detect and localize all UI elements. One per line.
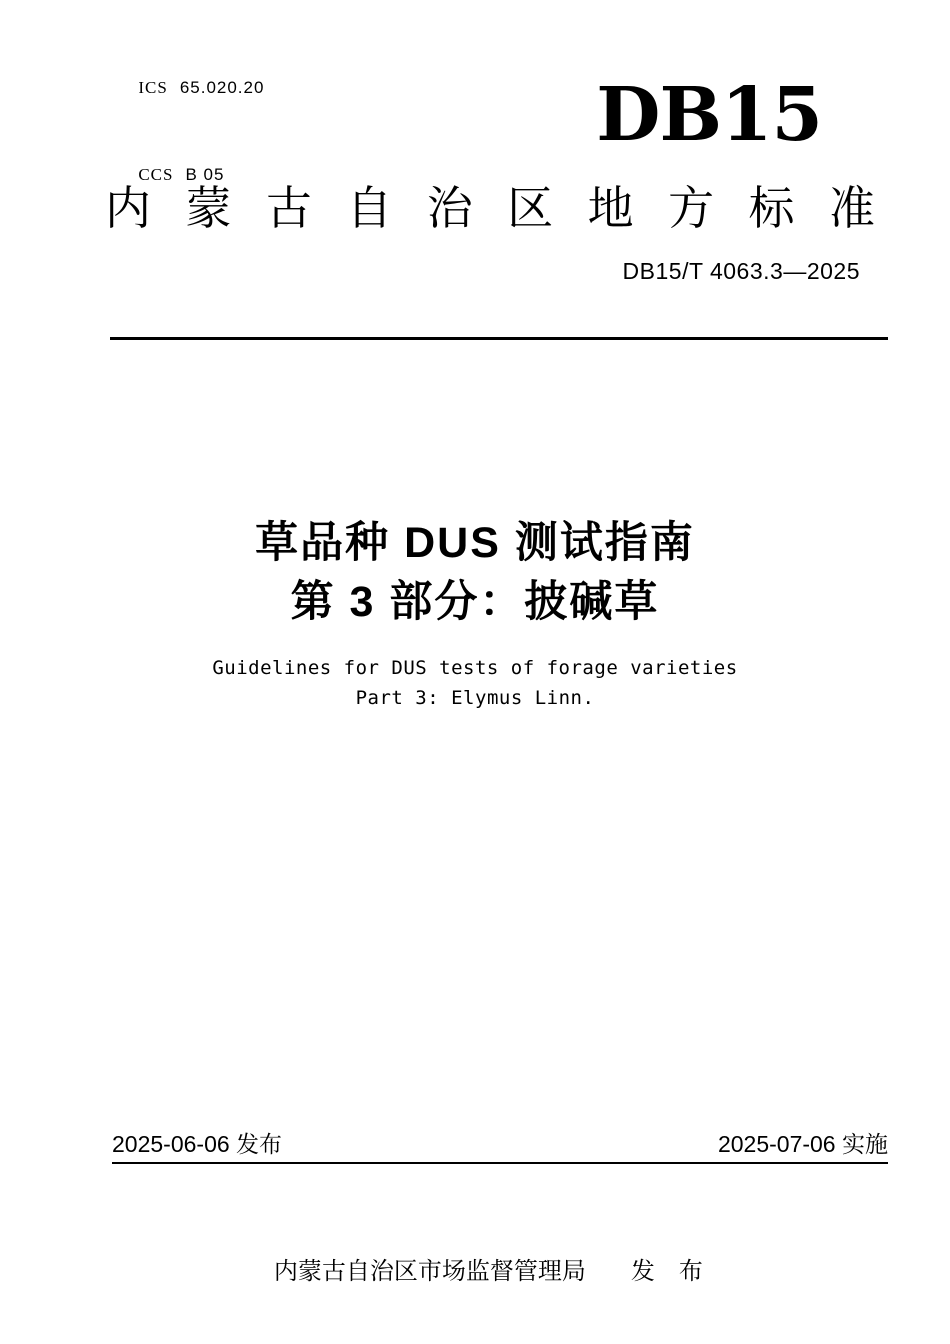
implement-date: 2025-07-06 实施 [717,1131,888,1157]
publisher-line [0,1224,950,1320]
subtitle-line-1: Guidelines for DUS tests of forage varieties [212,657,738,679]
standard-type-char: 方 [668,182,715,234]
header-divider [110,337,888,340]
ics-label: ICS [138,78,168,97]
ics-code-line [110,44,264,131]
publisher-name: 内蒙古自治区市场监督管理局 [273,1258,586,1285]
standard-type-char: 自 [346,182,393,234]
db15-logo: DB15 [596,72,822,158]
ccs-label: CCS [138,165,174,184]
standard-type-char: 地 [587,182,634,234]
standard-type-char: 古 [265,182,312,234]
title-line-1: 草品种 DUS 测试指南 [255,519,695,567]
standard-type-char: 准 [828,182,875,234]
standard-type-char: 标 [748,182,795,234]
standard-type-char: 内 [105,182,151,234]
dates-row [112,1130,888,1158]
standard-type-char: 蒙 [185,182,232,234]
standard-type-title [105,183,875,233]
ccs-value: B 05 [185,165,225,184]
english-subtitle-block [0,653,950,713]
publish-label: 发 布 [630,1258,703,1285]
standard-number: DB15/T 4063.3—2025 [622,258,860,284]
ics-value: 65.020.20 [179,78,265,97]
title-line-2: 第 3 部分：披碱草 [290,578,660,626]
title-block [0,514,950,632]
standard-type-char: 区 [507,182,554,234]
footer-divider [112,1162,888,1164]
subtitle-line-2: Part 3: Elymus Linn. [355,687,595,709]
standard-type-char: 治 [426,182,473,234]
issue-date: 2025-06-06 发布 [112,1131,283,1157]
